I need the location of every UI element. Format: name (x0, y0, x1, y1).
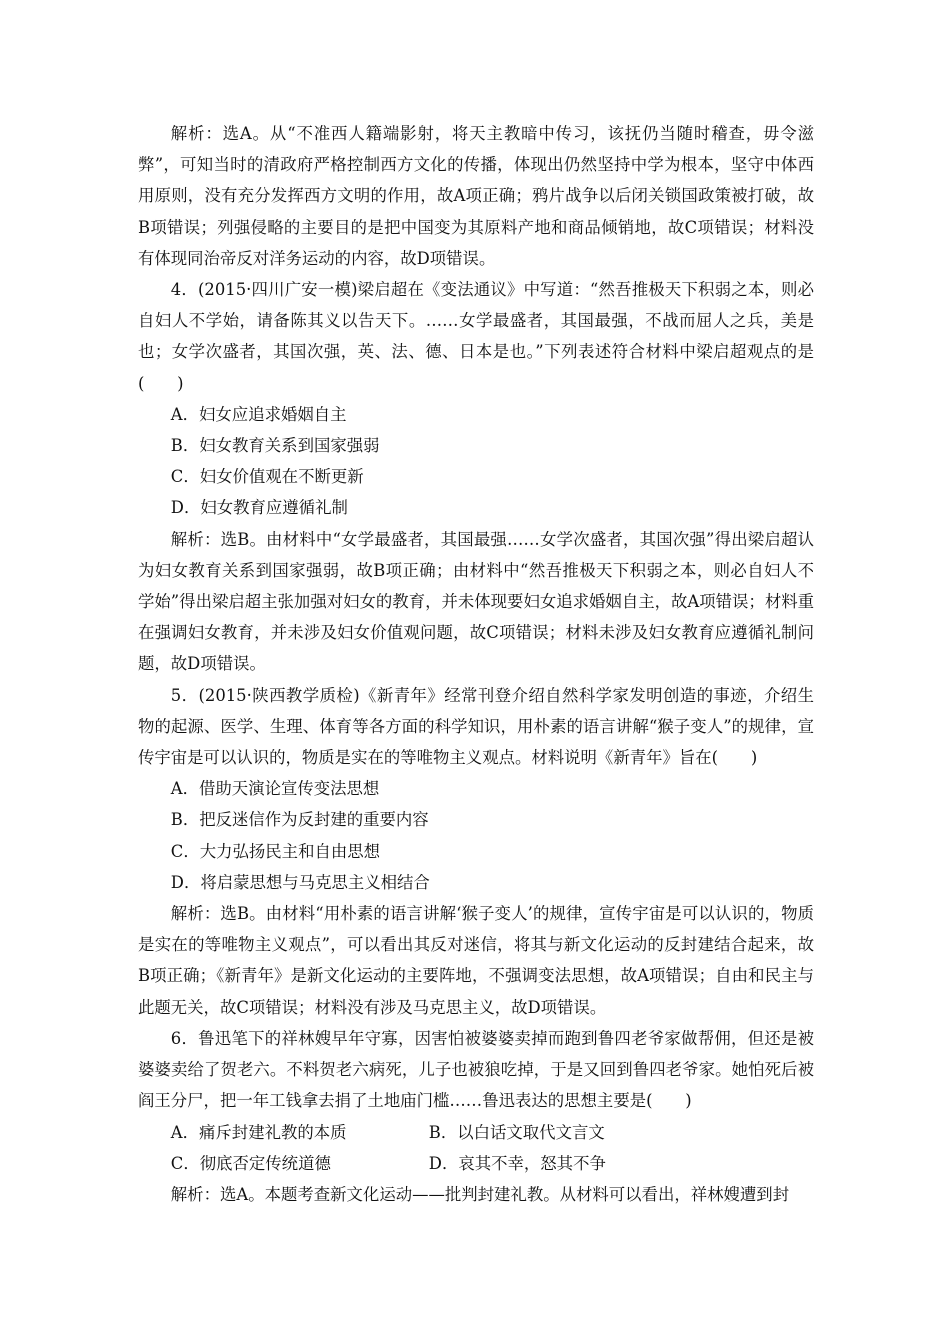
question-4-stem: 4．(2015·四川广安一模)梁启超在《变法通议》中写道：“然吾推极天下积弱之本，则必自妇人不学始，请备陈其义以告天下。……女学最盛者，其国最强，不战而屈人之兵，美是也；女学次盛者，其国次强，英、法、德、日本是也。”下列表述符合材料中梁启超观点的是( ) (138, 280, 814, 393)
analysis-q4: 解析：选B。由材料中“女学最盛者，其国最强……女学次盛者，其国次强”得出梁启超认为妇女教育关系到国家强弱，故B项正确；由材料中“然吾推极天下积弱之本，则必自妇人不学始”得出梁启超主张加强对妇女的教育，并未体现要妇女追求婚姻自主，故A项错误；材料重在强调妇女教育，并未涉及妇女价值观问题，故C项错误；材料未涉及妇女教育应遵循礼制问题，故D项错误。 (138, 529, 814, 674)
q4-option-d: D．妇女教育应遵循礼制 (170, 498, 348, 518)
q5-option-d: D．将启蒙思想与马克思主义相结合 (170, 872, 430, 892)
q5-option-a: A．借助天演论宣传变法思想 (170, 779, 380, 799)
analysis-q5: 解析：选B。由材料“用朴素的语言讲解‘猴子变人’的规律，宣传宇宙是可以认识的，物质是实在的等唯物主义观点”，可以看出其反对迷信，将其与新文化运动的反封建结合起来，故B项正确；《新青年》是新文化运动的主要阵地，不强调变法思想，故A项错误；自由和民主与此题无关，故C项错误；材料没有涉及马克思主义，故D项错误。 (138, 904, 814, 1017)
q6-option-a: A．痛斥封建礼教的本质 (170, 1122, 347, 1142)
q5-option-c: C．大力弘扬民主和自由思想 (170, 841, 381, 861)
q6-option-c: C．彻底否定传统道德 (170, 1153, 331, 1173)
question-6-stem: 6．鲁迅笔下的祥林嫂早年守寡，因害怕被婆婆卖掉而跑到鲁四老爷家做帮佣，但还是被婆婆卖给了贺老六。不料贺老六病死，儿子也被狼吃掉，于是又回到鲁四老爷家。她怕死后被阎王分尸，把一年工钱拿去捐了土地庙门槛……鲁迅表达的思想主要是( ) (138, 1028, 814, 1111)
question-5-stem: 5．(2015·陕西教学质检)《新青年》经常刊登介绍自然科学家发明创造的事迹，介绍生物的起源、医学、生理、体育等各方面的科学知识，用朴素的语言讲解“猴子变人”的规律，宣传宇宙是可以认识的，物质是实在的等唯物主义观点。材料说明《新青年》旨在( ) (138, 685, 814, 768)
q6-options-row-2 (138, 1148, 814, 1179)
q5-option-b: B．把反迷信作为反封建的重要内容 (170, 810, 429, 830)
analysis-q3: 解析：选A。从“不准西人籍端影射，将天主教暗中传习，该抚仍当随时稽查，毋令滋弊”，可知当时的清政府严格控制西方文化的传播，体现出仍然坚持中学为根本，坚守中体西用原则，没有充分发挥西方文明的作用，故A项正确；鸦片战争以后闭关锁国政策被打破，故B项错误；列强侵略的主要目的是把中国变为其原料产地和商品倾销地，故C项错误；材料没有体现同治帝反对洋务运动的内容，故D项错误。 (138, 124, 814, 268)
q6-option-d: D．哀其不幸，怒其不争 (428, 1153, 606, 1173)
analysis-q6: 解析：选A。本题考查新文化运动——批判封建礼教。从材料可以看出，祥林嫂遭到封 (170, 1184, 790, 1204)
q4-option-c: C．妇女价值观在不断更新 (170, 467, 364, 487)
q4-option-b: B．妇女教育关系到国家强弱 (170, 436, 380, 456)
document-page (138, 118, 814, 1210)
q6-option-b: B．以白话文取代文言文 (428, 1122, 605, 1142)
q6-options-row-1 (138, 1117, 814, 1148)
q4-option-a: A．妇女应追求婚姻自主 (170, 404, 347, 424)
